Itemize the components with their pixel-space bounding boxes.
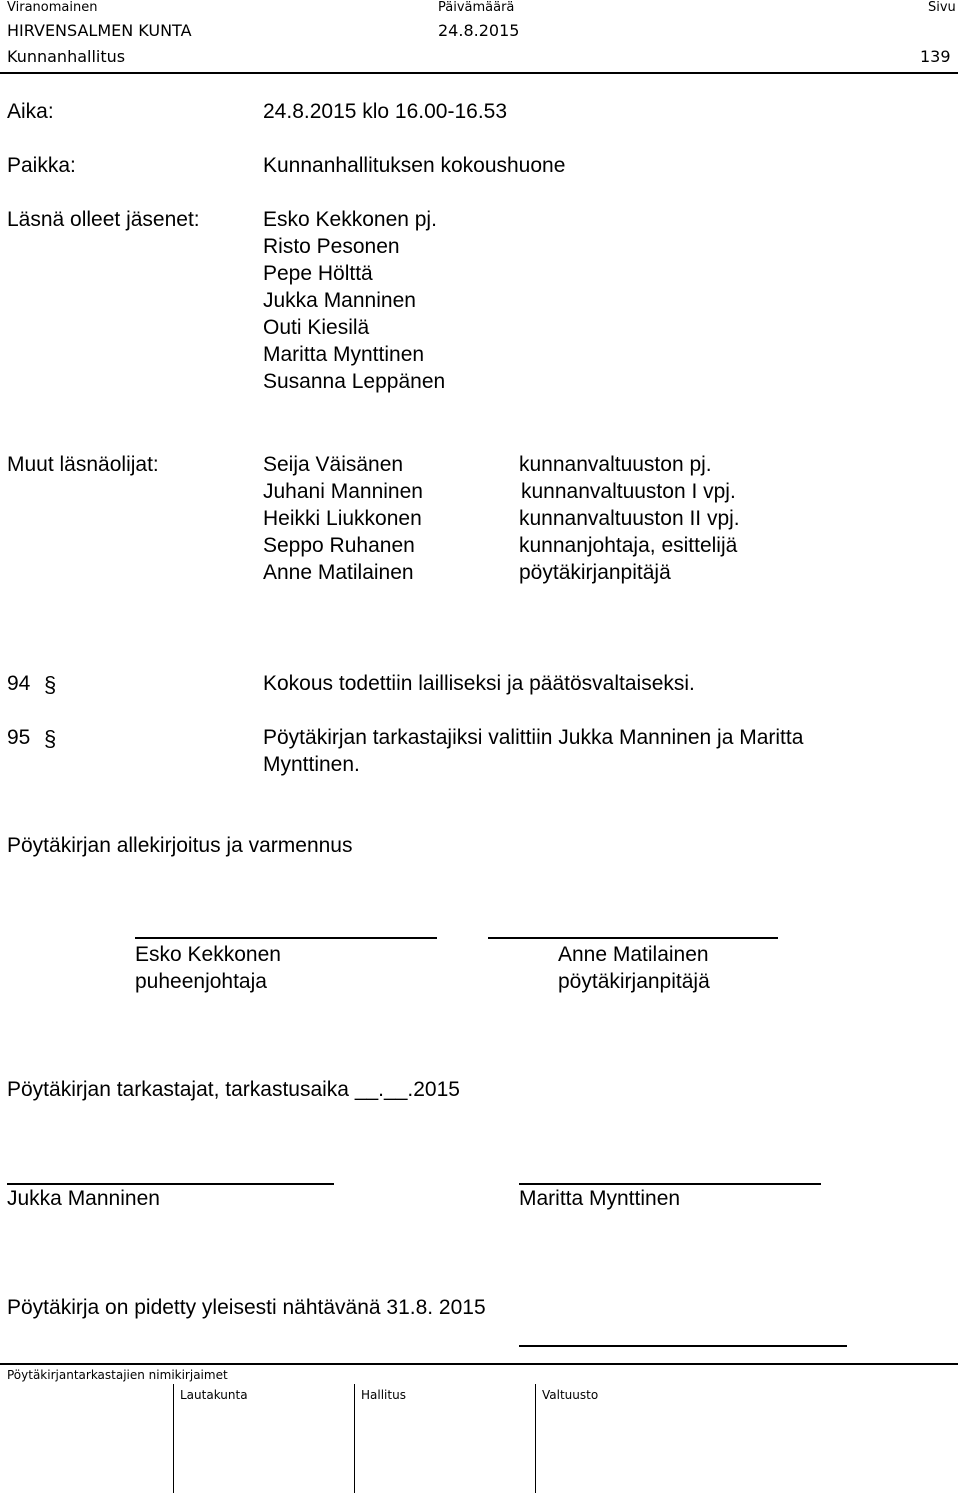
other-role: kunnanvaltuuston pj. — [519, 453, 712, 476]
header-date-label: Päivämäärä — [438, 0, 515, 15]
other-role: kunnanvaltuuston I vpj. — [521, 480, 736, 503]
member-name: Jukka Manninen — [263, 289, 416, 312]
place-label: Paikka: — [7, 154, 76, 177]
section-number: 95 — [7, 726, 31, 749]
other-role: kunnanjohtaja, esittelijä — [519, 534, 738, 557]
section-symbol: § — [44, 726, 57, 751]
footer-title: Pöytäkirjantarkastajien nimikirjaimet — [7, 1368, 228, 1382]
header-date: 24.8.2015 — [438, 21, 520, 40]
other-name: Juhani Manninen — [263, 480, 423, 503]
header-body-name: Kunnanhallitus — [7, 47, 126, 66]
member-name: Risto Pesonen — [263, 235, 400, 258]
member-name: Esko Kekkonen pj. — [263, 208, 437, 231]
publication-text: Pöytäkirja on pidetty yleisesti nähtävänä 31.8. 2015 — [7, 1296, 486, 1319]
other-name: Seija Väisänen — [263, 453, 404, 476]
section-symbol: § — [44, 672, 57, 697]
others-label: Muut läsnäolijat: — [7, 453, 159, 476]
header-authority-label: Viranomainen — [7, 0, 98, 15]
reviewer-signature-line — [7, 1183, 334, 1185]
reviewer-name: Maritta Mynttinen — [519, 1187, 681, 1210]
other-name: Anne Matilainen — [263, 561, 414, 584]
publication-line — [519, 1345, 847, 1347]
other-name: Seppo Ruhanen — [263, 534, 415, 557]
other-role: kunnanvaltuuston II vpj. — [519, 507, 740, 530]
member-name: Pepe Hölttä — [263, 262, 373, 285]
other-name: Heikki Liukkonen — [263, 507, 422, 530]
footer-col-board: Lautakunta — [180, 1388, 248, 1402]
chair-role: puheenjohtaja — [135, 970, 267, 993]
section-text: Pöytäkirjan tarkastajiksi valittiin Jukka Manninen ja Maritta — [263, 726, 804, 749]
reviewer-name: Jukka Manninen — [7, 1187, 160, 1210]
reviewer-signature-line — [519, 1183, 821, 1185]
members-label: Läsnä olleet jäsenet: — [7, 208, 200, 231]
member-name: Outi Kiesilä — [263, 316, 370, 339]
member-name: Maritta Mynttinen — [263, 343, 425, 366]
header-authority: HIRVENSALMEN KUNTA — [7, 21, 192, 40]
time-value: 24.8.2015 klo 16.00-16.53 — [263, 100, 508, 123]
header-page-label: Sivu — [928, 0, 956, 15]
footer-divider — [173, 1384, 174, 1493]
place-value: Kunnanhallituksen kokoushuone — [263, 154, 566, 177]
signature-line — [135, 937, 437, 939]
secretary-role: pöytäkirjanpitäjä — [558, 970, 710, 993]
header-page-number: 139 — [920, 47, 951, 66]
review-heading: Pöytäkirjan tarkastajat, tarkastusaika __.__.2015 — [7, 1078, 460, 1101]
section-number: 94 — [7, 672, 31, 695]
header-rule — [0, 72, 958, 74]
secretary-name: Anne Matilainen — [558, 943, 709, 966]
footer-col-council: Valtuusto — [542, 1388, 599, 1402]
signatures-heading: Pöytäkirjan allekirjoitus ja varmennus — [7, 834, 353, 857]
member-name: Susanna Leppänen — [263, 370, 446, 393]
chair-name: Esko Kekkonen — [135, 943, 281, 966]
section-text-continued: Mynttinen. — [263, 753, 360, 776]
footer-divider — [354, 1384, 355, 1493]
footer-divider — [535, 1384, 536, 1493]
footer-rule — [0, 1363, 958, 1365]
other-role: pöytäkirjanpitäjä — [519, 561, 671, 584]
footer-col-government: Hallitus — [361, 1388, 406, 1402]
time-label: Aika: — [7, 100, 54, 123]
section-text: Kokous todettiin lailliseksi ja päätösvaltaiseksi. — [263, 672, 695, 695]
signature-line — [488, 937, 778, 939]
